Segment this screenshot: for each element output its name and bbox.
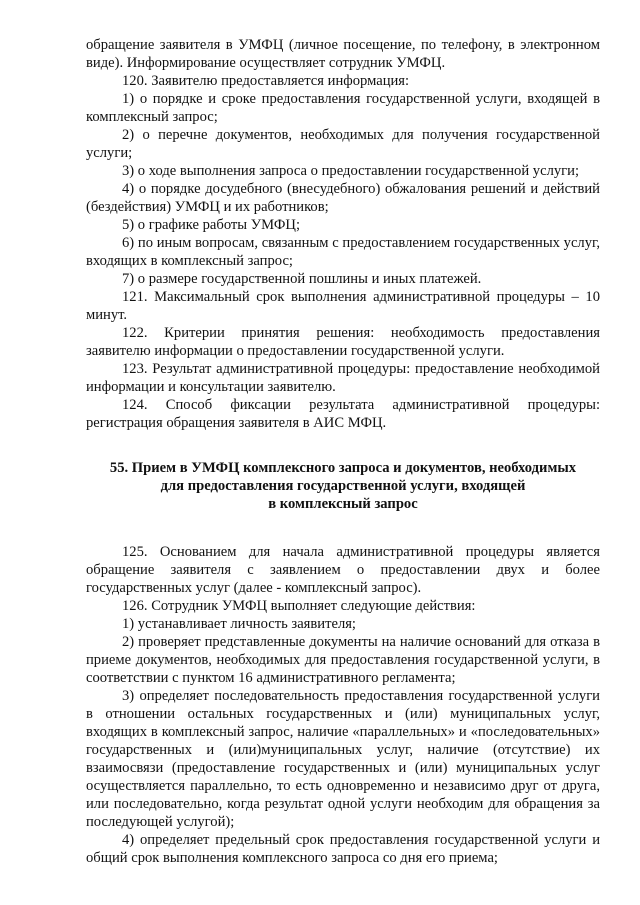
- list-item-6: 6) по иным вопросам, связанным с предоставлением государственных услуг, входящих в комплексный запрос;: [86, 235, 600, 269]
- list-item-4: 4) о порядке досудебного (внесудебного) обжалования решений и действий (бездействия) УМФЦ и их работников;: [86, 181, 600, 215]
- action-item-1: 1) устанавливает личность заявителя;: [122, 616, 356, 632]
- section-heading-line: в комплексный запрос: [268, 496, 418, 512]
- list-item-2: 2) о перечне документов, необходимых для получения государственной услуги;: [86, 127, 600, 161]
- section-heading-line: для предоставления государственной услуги, входящей: [160, 478, 526, 494]
- paragraph-126: 126. Сотрудник УМФЦ выполняет следующие действия:: [122, 598, 476, 614]
- list-item-3: 3) о ходе выполнения запроса о предоставлении государственной услуги;: [122, 163, 580, 179]
- paragraph-125: 125. Основанием для начала административной процедуры является обращение заявителя с заявлением о предоставлении двух и более государственных услуг (далее - комплексный запрос).: [86, 544, 600, 596]
- paragraph-121: 121. Максимальный срок выполнения административной процедуры – 10 минут.: [86, 289, 600, 323]
- document-page: [86, 36, 600, 867]
- list-item-1: 1) о порядке и сроке предоставления государственной услуги, входящей в комплексный запрос;: [86, 91, 600, 125]
- paragraph-continued: обращение заявителя в УМФЦ (личное посещение, по телефону, в электронном виде). Информирование осуществляет сотрудник УМФЦ.: [86, 37, 600, 71]
- list-item-5: 5) о графике работы УМФЦ;: [122, 217, 301, 233]
- section-heading: [86, 459, 600, 513]
- paragraph-120: 120. Заявителю предоставляется информация:: [122, 73, 410, 89]
- section-heading-line: 55. Прием в УМФЦ комплексного запроса и документов, необходимых: [109, 460, 577, 476]
- paragraph-123: 123. Результат административной процедуры: предоставление необходимой информации и консультации заявителю.: [86, 361, 600, 395]
- action-item-4: 4) определяет предельный срок предоставления государственной услуги и общий срок выполнения комплексного запроса со дня его приема;: [86, 832, 600, 866]
- paragraph-122: 122. Критерии принятия решения: необходимость предоставления заявителю информации о предоставлении государственной услуги.: [86, 325, 600, 359]
- list-item-7: 7) о размере государственной пошлины и иных платежей.: [122, 271, 482, 287]
- paragraph-124: 124. Способ фиксации результата административной процедуры: регистрация обращения заявителя в АИС МФЦ.: [86, 397, 600, 431]
- action-item-2: 2) проверяет представленные документы на наличие оснований для отказа в приеме документов, необходимых для предоставления государственной услуги, в соответствии с пунктом 16 административного регламента;: [86, 634, 600, 686]
- action-item-3: 3) определяет последовательность предоставления государственной услуги в отношении остальных государственных и (или) муниципальных услуг, входящих в комплексный запрос, наличие «параллельных» и «последовательных» государственных и (или)муниципальных услуг, наличие (отсутствие) их взаимосвязи (предоставление государственных и (или) муниципальных услуг осуществляется параллельно, то есть одновременно и независимо друг от друга, или последовательно, когда результат одной услуги необходим для обращения за последующей услугой);: [86, 688, 600, 830]
